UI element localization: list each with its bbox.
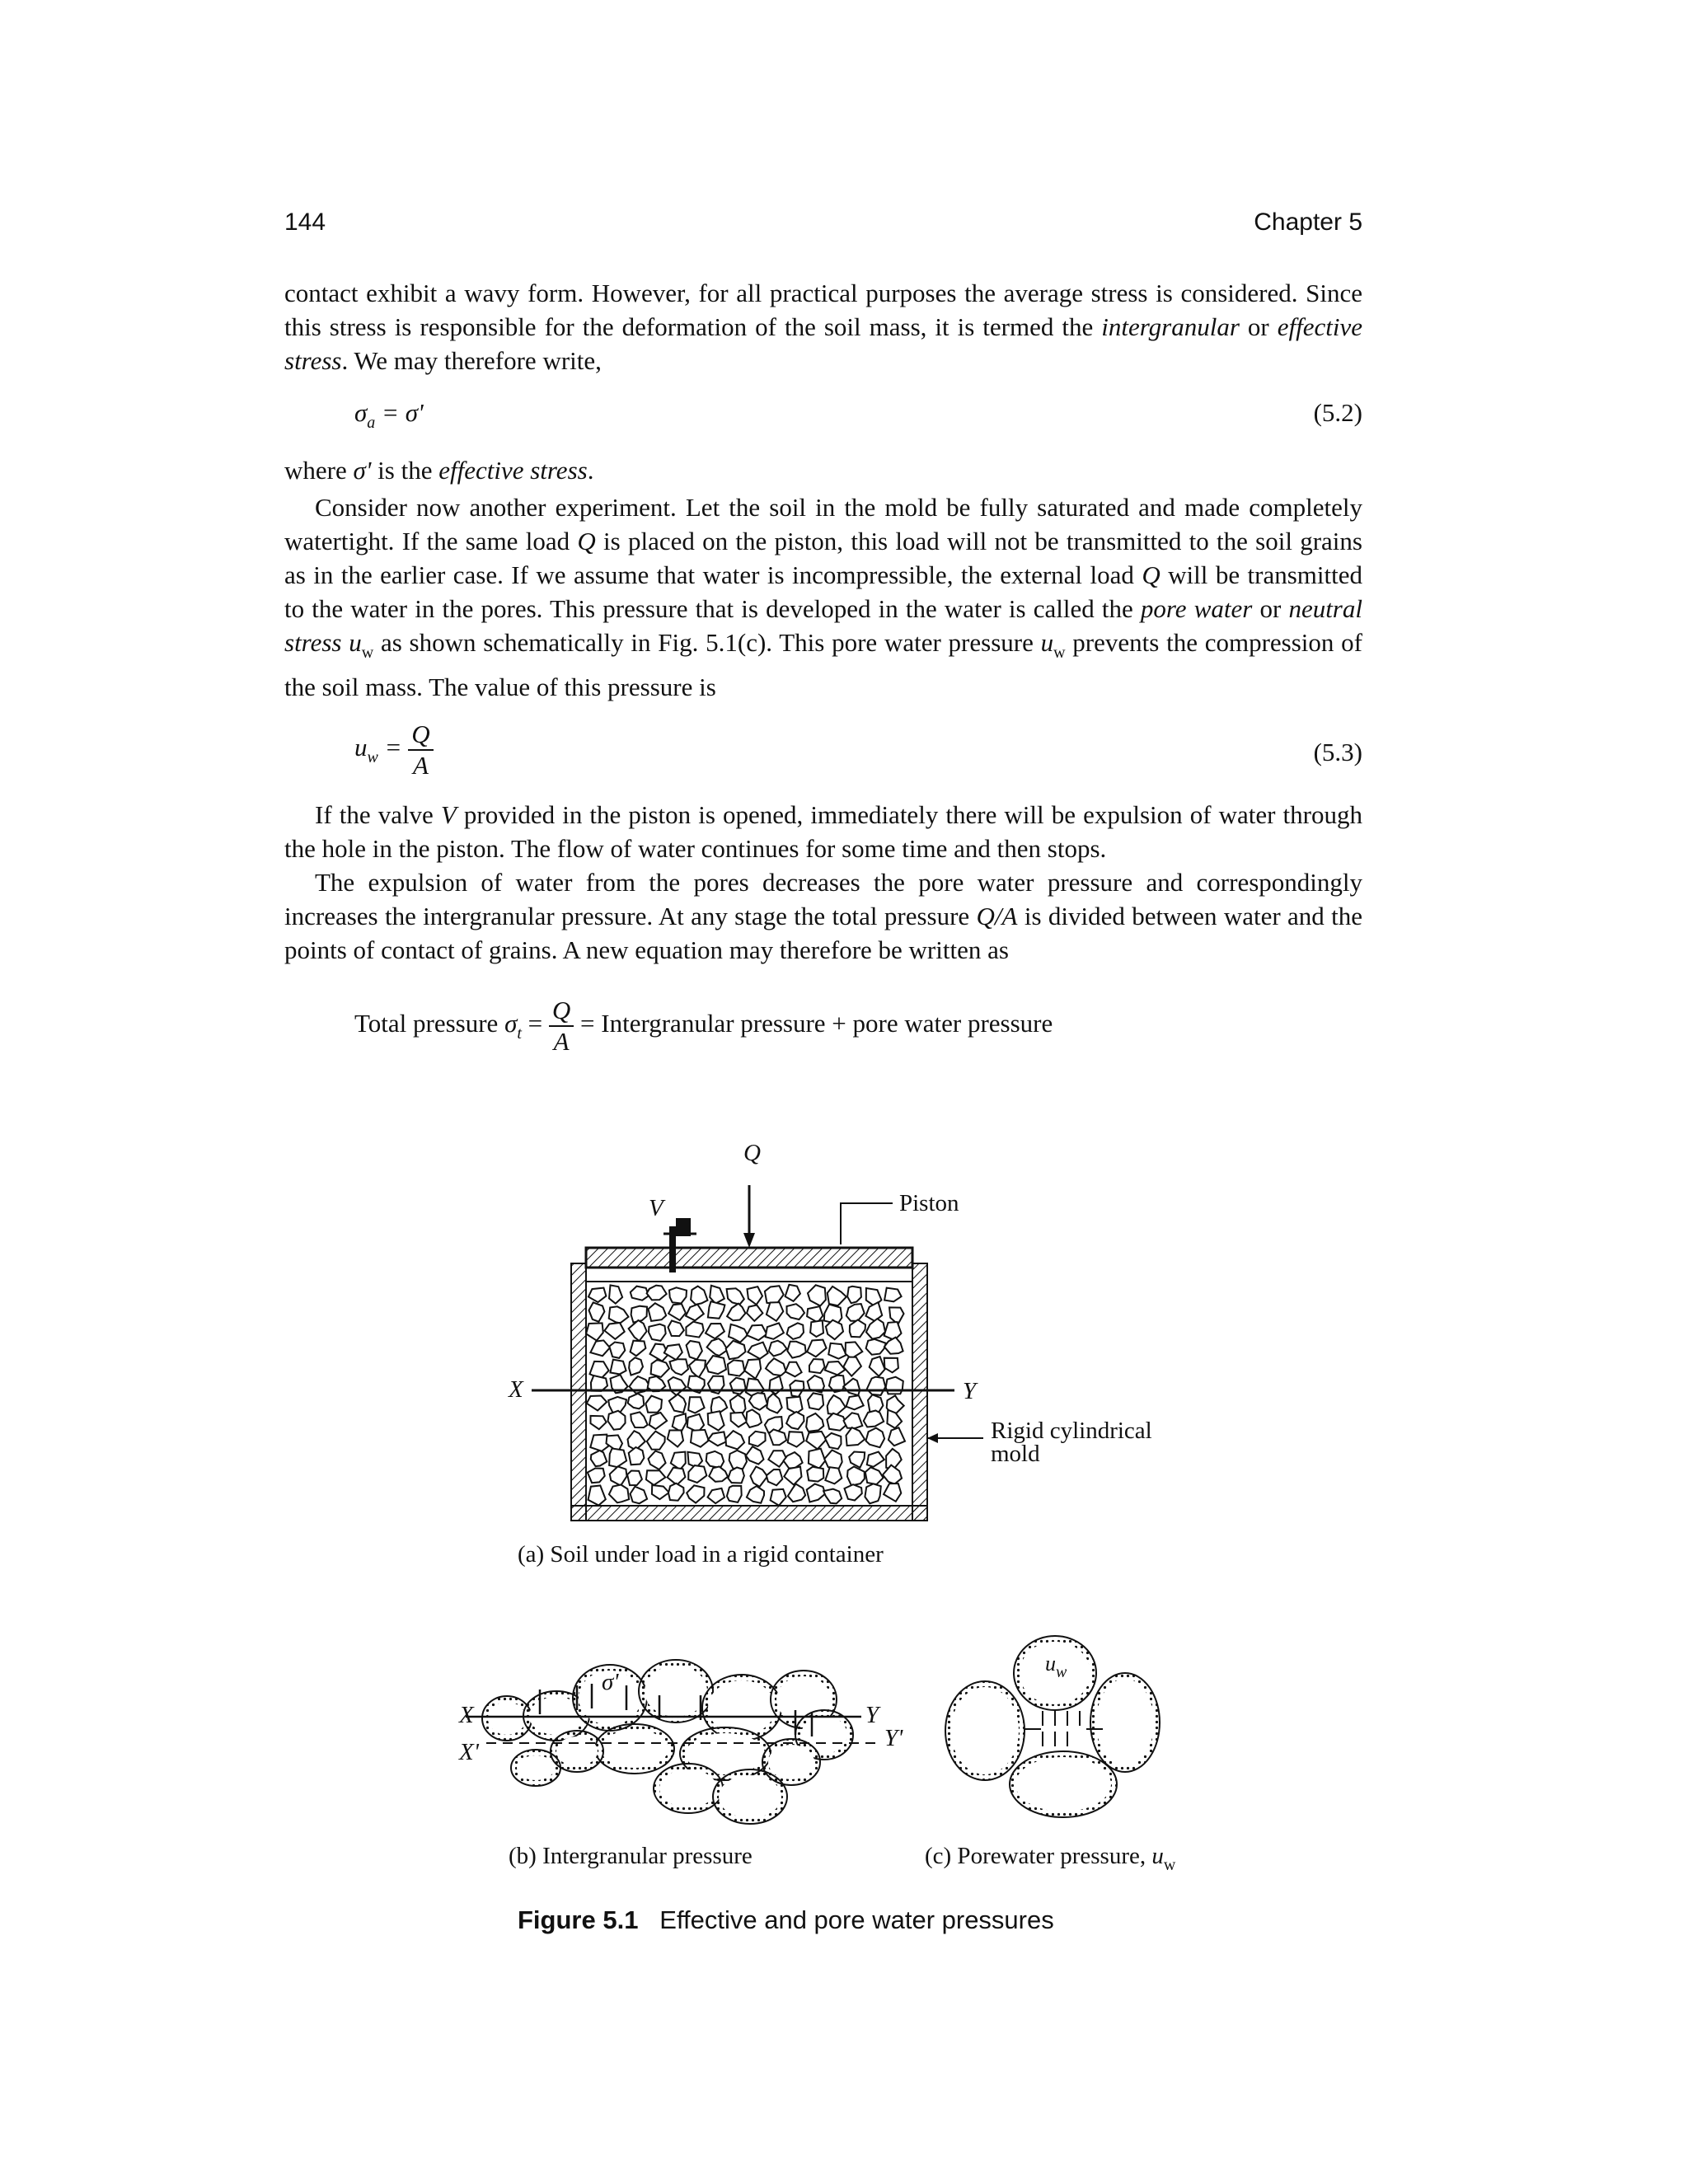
- text-run-italic: u: [1040, 628, 1054, 657]
- eq-sign: =: [528, 1009, 543, 1038]
- label-mold-line1: Rigid cylindrical: [991, 1418, 1152, 1444]
- soil-grain: [810, 1320, 823, 1337]
- soil-grain: [627, 1471, 642, 1486]
- text-run: where: [284, 456, 354, 485]
- eq-rhs: = σ': [382, 398, 424, 427]
- text-run-italic: Q/A: [976, 902, 1018, 930]
- fraction-denominator: A: [553, 1027, 570, 1056]
- mold-right-wall: [912, 1263, 927, 1521]
- caption-c-sub: w: [1163, 1856, 1176, 1874]
- figure-title: Effective and pore water pressures: [659, 1905, 1054, 1934]
- container-diagram: [532, 1185, 983, 1521]
- text-run-italic: effective stress: [438, 456, 588, 485]
- soil-grain: [730, 1378, 746, 1394]
- caption-a: (a) Soil under load in a rigid container: [518, 1541, 884, 1568]
- soil-grain: [591, 1376, 607, 1391]
- caption-c-text: (c) Porewater pressure,: [925, 1843, 1152, 1869]
- grain: [951, 1687, 1019, 1774]
- mold-leader-arrowhead: [927, 1433, 938, 1443]
- soil-grain: [649, 1324, 666, 1341]
- text-run: .: [587, 456, 594, 485]
- soil-grain: [706, 1451, 724, 1468]
- grain: [1015, 1757, 1111, 1811]
- figure-number: Figure 5.1: [518, 1905, 639, 1934]
- eq-subscript: w: [367, 748, 378, 767]
- text-run-italic: V: [440, 800, 457, 829]
- soil-grain: [610, 1360, 626, 1375]
- label-x-b: X: [459, 1702, 474, 1728]
- eq-sign: =: [384, 733, 402, 762]
- grain: [601, 1730, 668, 1768]
- text-run: Consider now another experiment. Let the soil in the mold be fully saturated and made completely watertight. If the same load: [284, 493, 1362, 555]
- text-run: The expulsion of water from the pores decreases the pore water pressure and correspondingly increases the intergranular pressure. At any stage the total pressure: [284, 868, 1362, 930]
- label-v: V: [649, 1195, 663, 1221]
- mold-left-wall: [571, 1263, 586, 1521]
- eq-subscript: a: [367, 414, 376, 432]
- uw-var: u: [1045, 1652, 1056, 1675]
- load-arrowhead: [743, 1233, 755, 1248]
- grain: [645, 1666, 707, 1717]
- soil-grain: [727, 1486, 742, 1502]
- label-mold: [991, 1419, 1152, 1465]
- text-run: If the valve: [315, 800, 441, 829]
- eq-text: Total pressure: [354, 1009, 505, 1038]
- equation-number: (5.2): [1313, 398, 1362, 427]
- mold-bottom: [571, 1506, 927, 1521]
- label-uw-c: [1045, 1652, 1067, 1682]
- text-run-italic: pore water: [1140, 594, 1253, 623]
- label-mold-line2: mold: [991, 1441, 1040, 1467]
- text-run: will be transmitted to the water in the pores. This pressure that is developed in the water is called the: [284, 560, 1362, 623]
- caption-c-var: u: [1151, 1843, 1164, 1869]
- text-run: contact exhibit a wavy form. However, for all practical purposes the average stress is considered. Since this stress is responsible for the deformation of the soil mass, it is termed the: [284, 279, 1362, 341]
- eq-subscript: t: [517, 1024, 522, 1043]
- text-run-italic: intergranular: [1101, 312, 1240, 341]
- text-run: is divided between water and the points of contact of grains. A new equation may therefore be written as: [284, 902, 1362, 964]
- text-run-italic: σ': [353, 456, 372, 485]
- subscript: w: [1053, 644, 1066, 662]
- grain: [488, 1702, 526, 1735]
- grain: [659, 1769, 717, 1807]
- soil-grain: [866, 1428, 885, 1448]
- grain: [1096, 1679, 1154, 1766]
- piston: [586, 1248, 912, 1268]
- text-run-italic: neutral stress u: [284, 594, 1362, 657]
- figure-caption: [518, 1905, 1054, 1935]
- eq-text: = Intergranular pressure + pore water pressure: [580, 1009, 1053, 1038]
- text-run: . We may therefore write,: [341, 346, 602, 375]
- equation-number: (5.3): [1313, 738, 1362, 766]
- text-run: or: [1239, 312, 1278, 341]
- label-y-b: Y: [865, 1702, 879, 1728]
- fraction-denominator: A: [412, 751, 429, 780]
- soil-grain: [729, 1451, 747, 1469]
- grain: [517, 1755, 555, 1780]
- uw-sub: w: [1056, 1663, 1067, 1681]
- label-x: X: [509, 1376, 523, 1403]
- page-number: 144: [284, 209, 326, 236]
- soil-grain: [669, 1287, 687, 1303]
- eq-symbol: u: [354, 733, 368, 762]
- label-yp-b: Y': [884, 1725, 903, 1751]
- intergranular-diagram: [466, 1660, 882, 1824]
- fraction-numerator: Q: [408, 719, 433, 751]
- soil-grain: [865, 1483, 880, 1503]
- grain: [556, 1736, 598, 1766]
- fraction-numerator: Q: [549, 996, 574, 1027]
- text-run: or: [1252, 594, 1289, 623]
- grain: [768, 1745, 814, 1779]
- caption-c: [925, 1843, 1175, 1875]
- text-run-italic: Q: [1142, 560, 1160, 589]
- caption-b: (b) Intergranular pressure: [509, 1843, 753, 1869]
- text-run: as shown schematically in Fig. 5.1(c). This pore water pressure: [373, 628, 1041, 657]
- eq-symbol: σ: [354, 398, 368, 427]
- grain: [708, 1680, 776, 1735]
- soil-grain: [807, 1467, 823, 1482]
- label-piston: Piston: [899, 1190, 959, 1216]
- text-run: prevents the compression of the soil mass. The value of this pressure is: [284, 628, 1362, 701]
- text-run-italic: effective stress: [284, 312, 1362, 375]
- eq-symbol: σ: [504, 1009, 518, 1038]
- grains-b: [482, 1660, 853, 1824]
- piston-leader: [841, 1203, 893, 1244]
- grain: [719, 1775, 781, 1818]
- chapter-title: Chapter 5: [1254, 209, 1362, 236]
- label-xp-b: X': [459, 1739, 479, 1765]
- soil-grain: [809, 1359, 825, 1373]
- text-run: provided in the piston is opened, immediately there will be expulsion of water through the hole in the piston. The flow of water continues for some time and then stops.: [284, 800, 1362, 863]
- soil-grain: [728, 1360, 744, 1376]
- text-run-italic: Q: [577, 527, 596, 555]
- text-run: is the: [371, 456, 439, 485]
- label-y: Y: [963, 1378, 977, 1404]
- label-sigma-b: σ': [602, 1669, 619, 1695]
- subscript: w: [361, 644, 374, 662]
- text-run: is placed on the piston, this load will not be transmitted to the soil grains as in the earlier case. If we assume that water is incompressible, the external load: [284, 527, 1362, 589]
- label-q: Q: [743, 1140, 761, 1166]
